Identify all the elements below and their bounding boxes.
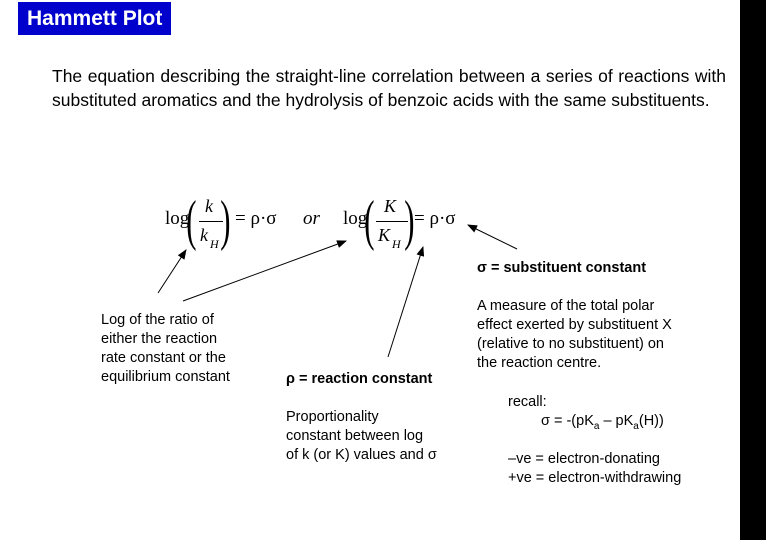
arrow-rho — [388, 247, 423, 357]
eq1-denominator-sub: H — [210, 237, 219, 251]
recall-mid: – pK — [599, 413, 634, 429]
sigma-negative-note: –ve = electron-donating — [508, 451, 660, 467]
arrow-log-eq2 — [183, 241, 346, 301]
rho-line: of k (or K) values and σ — [286, 447, 437, 463]
arrow-log-eq1 — [158, 250, 186, 293]
eq1-log: log — [165, 208, 190, 229]
recall-suffix: (H)) — [638, 413, 664, 429]
log-note-line: equilibrium constant — [101, 369, 230, 385]
log-note-line: rate constant or the — [101, 350, 226, 366]
eq1-rhs: = ρ·σ — [235, 208, 277, 229]
eq1-denominator: k — [200, 225, 208, 245]
sigma-heading: σ = substituent constant — [477, 260, 647, 276]
slide-title: Hammett Plot — [18, 2, 171, 35]
recall-sub-b: a — [633, 420, 639, 432]
rho-line: constant between log — [286, 428, 424, 444]
eq1-left-paren: ( — [186, 190, 197, 252]
eq1-right-paren: ) — [220, 190, 231, 252]
rho-description — [286, 408, 437, 465]
log-note-line: either the reaction — [101, 331, 218, 347]
eq2-denominator: K — [378, 225, 391, 245]
sigma-line: effect exerted by substituent X — [477, 317, 672, 333]
sigma-line: (relative to no substituent) on — [477, 336, 664, 352]
sigma-line: the reaction centre. — [477, 355, 602, 371]
eq2-denominator-sub: H — [392, 237, 401, 251]
rho-heading: ρ = reaction constant — [286, 371, 433, 387]
eq2-numerator: K — [384, 196, 397, 216]
recall-sub-a: a — [593, 420, 600, 432]
recall-formula — [541, 412, 664, 436]
eq1-numerator: k — [205, 196, 213, 216]
eq-or: or — [303, 208, 320, 229]
log-note — [101, 311, 230, 387]
sigma-positive-note: +ve = electron-withdrawing — [508, 470, 682, 486]
recall-prefix: σ = -(pK — [541, 413, 594, 429]
eq2-left-paren: ( — [364, 190, 375, 252]
rho-line: Proportionality — [286, 409, 379, 425]
recall-label: recall: — [508, 394, 547, 410]
eq2-log: log — [343, 208, 368, 229]
eq2-right-paren: ) — [404, 190, 415, 252]
log-note-line: Log of the ratio of — [101, 312, 214, 328]
eq2-rhs: = ρ·σ — [414, 208, 456, 229]
sigma-description — [477, 297, 672, 373]
arrow-sigma — [468, 225, 517, 249]
sigma-line: A measure of the total polar — [477, 298, 655, 314]
intro-paragraph: The equation describing the straight-line correlation between a series of reactions with substituted aromatics and the hydrolysis of benzoic acids with the same substituents. — [52, 66, 726, 110]
